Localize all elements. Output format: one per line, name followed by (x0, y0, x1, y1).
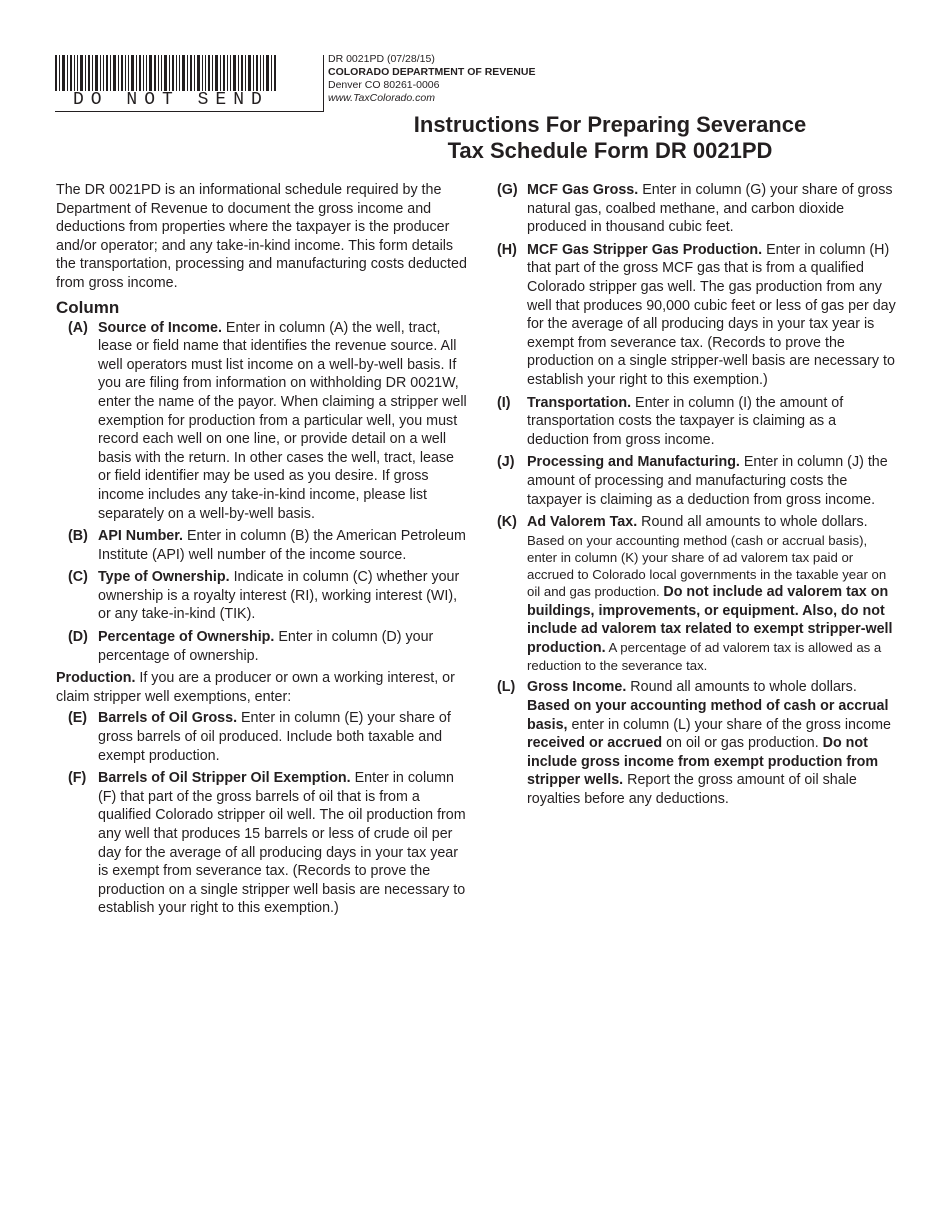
item-text: Indicate in column (C) whether your ownership is a royalty interest (RI), working interest (WI), or any take-in-kind (TIK). (98, 569, 460, 623)
item-text: Round all amounts to whole dollars. (637, 514, 868, 531)
item-text: Enter in column (B) the American Petroleum Institute (API) well number of the income source. (98, 528, 466, 563)
form-header (328, 53, 535, 105)
item-title: Barrels of Oil Gross. (98, 710, 238, 727)
item-bold-text: Do not include ad valorem tax on buildings, improvements, or equipment. Also, do not include ad valorem tax related to exempt stripper-well production. (527, 583, 893, 656)
item-title: Type of Ownership. (98, 569, 230, 586)
item-i (497, 394, 897, 450)
item-j (497, 453, 897, 509)
item-label: (A) (68, 319, 88, 336)
production-paragraph (56, 669, 468, 706)
item-text: Enter in column (A) the well, tract, lease or field name that identifies the revenue source. All well operators must list income on a well-by-well basis. If you are filing from information on withholding DR 0021W, enter the name of the payor. When claiming a stripper well exemption for production from a particular well, you must record each well on one line, or provide detail on a well basis with the return. In other cases the well, tract, lease or field identifier may be used as you desire. If gross income includes any take-in-kind income, please list separately on a well-by-well basis. (98, 319, 467, 522)
item-g (497, 181, 897, 237)
item-title: Processing and Manufacturing. (527, 454, 740, 471)
item-text: A percentage of ad valorem tax is allowed as a reduction to the severance tax. (527, 639, 882, 674)
item-text: Enter in column (D) your percentage of ownership. (98, 629, 434, 664)
item-title: Transportation. (527, 394, 632, 411)
item-label: (D) (68, 629, 88, 646)
item-label: (G) (497, 182, 518, 198)
item-bold-text: Based on your accounting method of cash or accrual basis, (527, 698, 889, 733)
item-label: (K) (497, 514, 517, 531)
right-column (497, 181, 897, 813)
item-e (68, 709, 468, 765)
item-c (68, 568, 468, 624)
item-label: (H) (497, 241, 517, 258)
item-text: Enter in column (F) that part of the gross barrels of oil that is from a qualified Colorado stripper oil well. The oil production from any well that produces 15 barrels or less of crude oil per day for the average of all producing days in your tax year is exempt from severance tax. (Records to prove the production on a single stripper well basis are necessary to establish your right to this exemption.) (98, 770, 466, 917)
item-label: (I) (497, 394, 511, 411)
item-f (68, 769, 468, 918)
item-title: Gross Income. (527, 679, 627, 696)
left-column (56, 181, 468, 922)
item-title: MCF Gas Gross. (527, 182, 639, 198)
item-d (68, 628, 468, 665)
item-bold-text: received or accrued (527, 735, 663, 752)
item-label: (B) (68, 528, 88, 545)
item-label: (E) (68, 710, 88, 727)
item-title: API Number. (98, 528, 184, 545)
item-label: (F) (68, 770, 87, 787)
item-title: MCF Gas Stripper Gas Production. (527, 241, 763, 258)
website-link[interactable]: www.TaxColorado.com (328, 92, 435, 104)
item-text: on oil or gas production. (662, 735, 823, 752)
page-title (330, 112, 890, 164)
item-label: (L) (497, 679, 516, 696)
item-text: Enter in column (H) that part of the gross MCF gas that is from a qualified Colorado stripper gas well. The gas production from any well that produces 90,000 cubic feet or less of gas per day for the average of all producing days in your tax year is exempt from severance tax. (Records to prove the production on a single stripper-well basis are necessary to establish your right to this exemption.) (527, 241, 896, 388)
item-text: Based on your accounting method (cash or accrual basis), enter in column (K) your share of ad valorem tax paid or accrued to Colorado local governments in the taxable year on oil and gas production. (527, 532, 887, 599)
item-text: enter in column (L) your share of the gross income (567, 716, 891, 733)
title-line-1: Instructions For Preparing Severance (413, 112, 807, 137)
department-name: COLORADO DEPARTMENT OF REVENUE (328, 66, 536, 78)
column-heading: Column (56, 297, 120, 317)
item-label: (J) (497, 454, 515, 471)
title-line-2: Tax Schedule Form DR 0021PD (447, 138, 773, 163)
item-title: Percentage of Ownership. (98, 629, 275, 646)
item-title: Barrels of Oil Stripper Oil Exemption. (98, 770, 351, 787)
item-text: Enter in column (G) your share of gross natural gas, coalbed methane, and carbon dioxide produced in thousand cubic feet. (527, 182, 893, 236)
item-label: (C) (68, 569, 88, 586)
production-title: Production. (56, 670, 136, 687)
item-b (68, 527, 468, 564)
form-id: DR 0021PD (07/28/15) (328, 53, 435, 65)
item-l (497, 678, 897, 808)
item-a (68, 319, 468, 524)
item-k (497, 513, 897, 674)
item-text: Enter in column (I) the amount of transportation costs the taxpayer is claiming as a deduction from gross income. (527, 394, 844, 448)
item-text: Round all amounts to whole dollars. (626, 679, 857, 696)
do-not-send-label: DO NOT SEND (73, 90, 269, 110)
production-text: If you are a producer or own a working interest, or claim stripper well exemptions, enter: (56, 670, 455, 705)
item-title: Ad Valorem Tax. (527, 514, 638, 531)
item-text: Report the gross amount of oil shale royalties before any deductions. (527, 772, 857, 807)
item-text: Enter in column (J) the amount of processing and manufacturing costs the taxpayer is claiming as a deduction from gross income. (527, 454, 888, 508)
intro-paragraph: The DR 0021PD is an informational schedule required by the Department of Revenue to document the gross income and deductions from properties where the taxpayer is the producer and/or operator; and any take-in-kind income. This form details the transportation, processing and manufacturing costs deducted from gross income. (56, 182, 467, 291)
item-text: Enter in column (E) your share of gross barrels of oil produced. Include both taxable and exempt production. (98, 710, 451, 764)
item-h (497, 241, 897, 390)
item-title: Source of Income. (98, 319, 222, 336)
item-bold-text: Do not include gross income from exempt production from stripper wells. (527, 735, 879, 789)
department-address: Denver CO 80261-0006 (328, 79, 440, 91)
